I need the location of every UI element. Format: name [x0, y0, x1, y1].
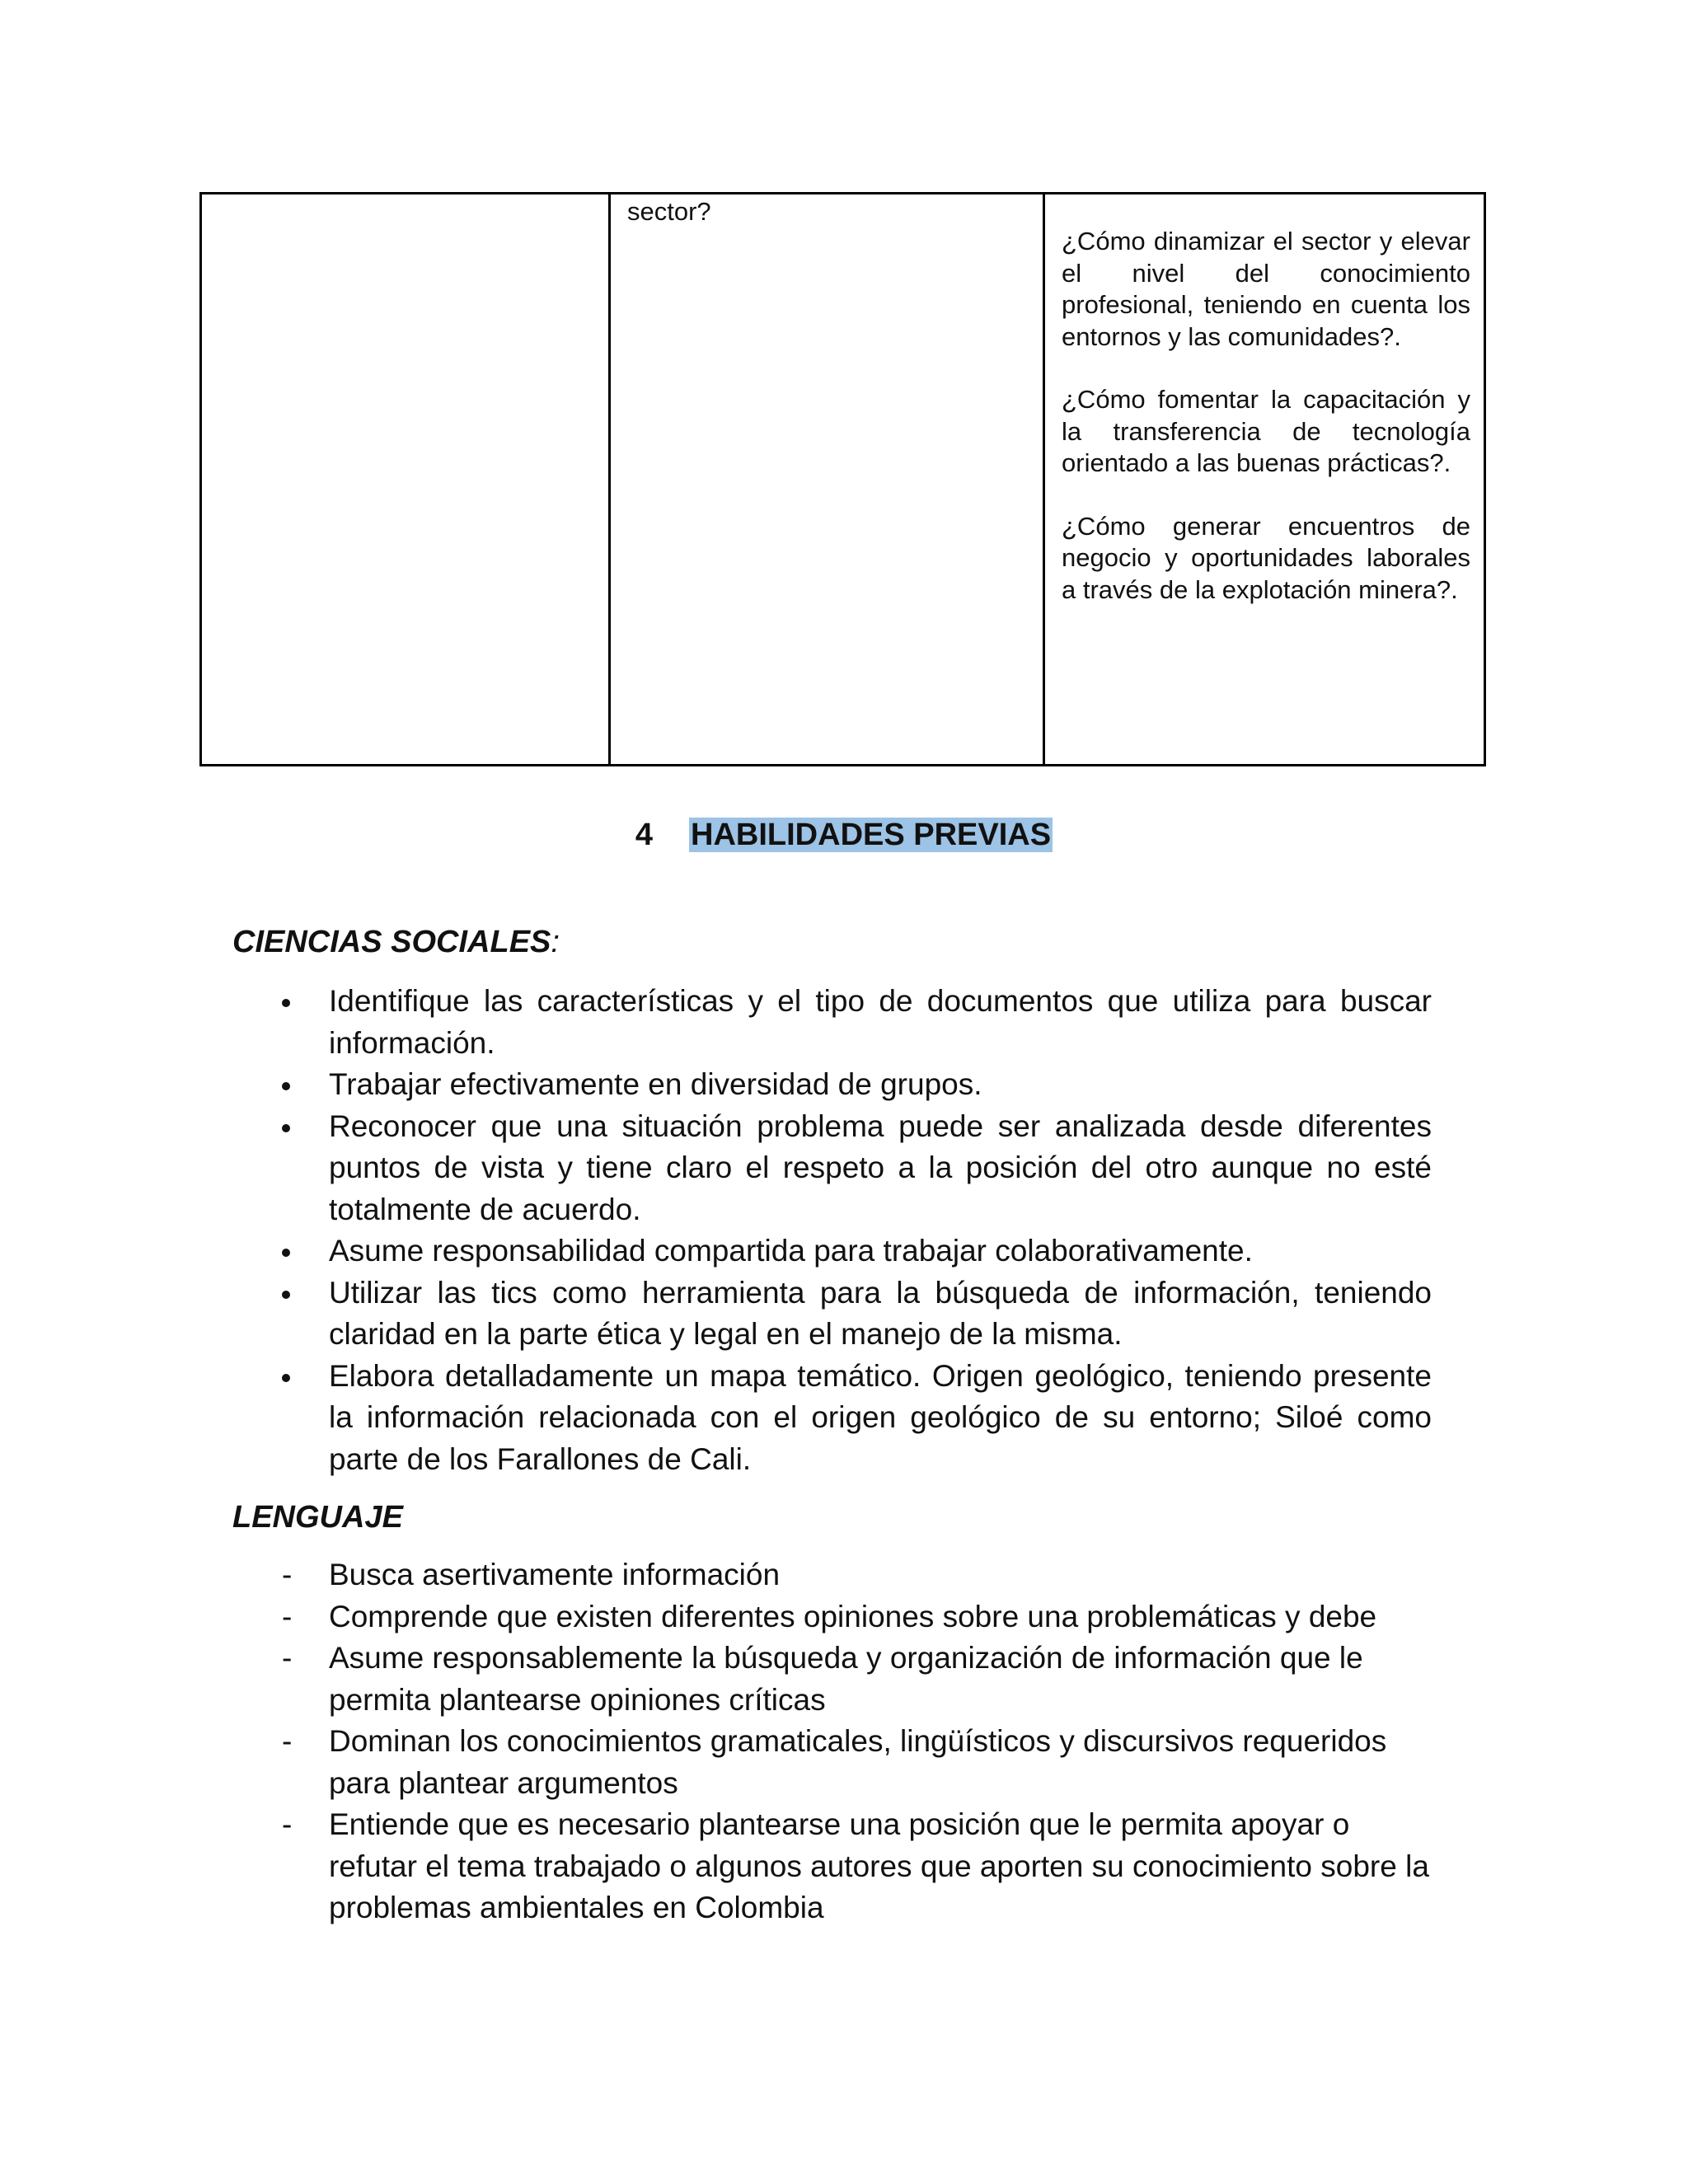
section-title: HABILIDADES PREVIAS — [691, 818, 1052, 852]
list-item: - Dominan los conocimientos gramaticales, lingüísticos y discursivos requeridos para plantear argumentos — [232, 1721, 1432, 1804]
list-item: Asume responsabilidad compartida para trabajar colaborativamente. — [232, 1230, 1432, 1272]
lenguaje-list-wrap — [232, 1554, 1432, 1929]
list-item: - Entiende que es necesario plantearse una posición que le permita apoyar o refutar el tema trabajado o algunos autores que aporten su conocimiento sobre la problemas ambientales en Colombia — [232, 1804, 1432, 1929]
questions-table — [199, 192, 1486, 766]
table-cell-empty — [201, 194, 610, 766]
section-heading — [0, 813, 1688, 856]
question-paragraph: ¿Cómo dinamizar el sector y elevar el nivel del conocimiento profesional, teniendo en cuenta los entornos y las comunidades?. — [1062, 227, 1470, 351]
list-item: Reconocer que una situación problema puede ser analizada desde diferentes puntos de vista y tiene claro el respeto a la posición del otro aunque no esté totalmente de acuerdo. — [232, 1106, 1432, 1231]
list-item: Trabajar efectivamente en diversidad de grupos. — [232, 1064, 1432, 1106]
ciencias-sociales-list-wrap — [232, 981, 1432, 1480]
question-paragraph: ¿Cómo fomentar la capacitación y la transferencia de tecnología orientado a las buenas prácticas?. — [1062, 385, 1470, 477]
lenguaje-heading — [232, 1497, 403, 1538]
list-item: - Asume responsablemente la búsqueda y organización de información que le permita plantearse opiniones críticas — [232, 1638, 1432, 1721]
subhead-text: LENGUAJE — [232, 1500, 403, 1535]
list-item: - Busca asertivamente información — [232, 1554, 1432, 1596]
subhead-text: CIENCIAS SOCIALES — [232, 925, 551, 959]
table-cell-sector — [610, 194, 1044, 766]
list-item: Identifique las características y el tipo de documentos que utiliza para buscar información. — [232, 981, 1432, 1064]
list-item: - Comprende que existen diferentes opiniones sobre una problemáticas y debe — [232, 1596, 1432, 1638]
list-item: Utilizar las tics como herramienta para la búsqueda de información, teniendo claridad en la parte ética y legal en el manejo de la misma. — [232, 1272, 1432, 1356]
ciencias-sociales-heading — [232, 921, 560, 963]
question-paragraph: ¿Cómo generar encuentros de negocio y oportunidades laborales a través de la explotación minera?. — [1062, 511, 1470, 604]
lenguaje-list — [232, 1554, 1432, 1929]
subhead-colon: : — [551, 925, 560, 959]
section-number: 4 — [635, 818, 654, 852]
table-row — [201, 194, 1485, 766]
list-item: Elabora detalladamente un mapa temático. Origen geológico, teniendo presente la información relacionada con el origen geológico de su entorno; Siloé como parte de los Farallones de Cali. — [232, 1356, 1432, 1481]
cell-text: sector? — [627, 197, 711, 226]
table-cell-questions — [1044, 194, 1485, 766]
ciencias-sociales-list — [232, 981, 1432, 1480]
